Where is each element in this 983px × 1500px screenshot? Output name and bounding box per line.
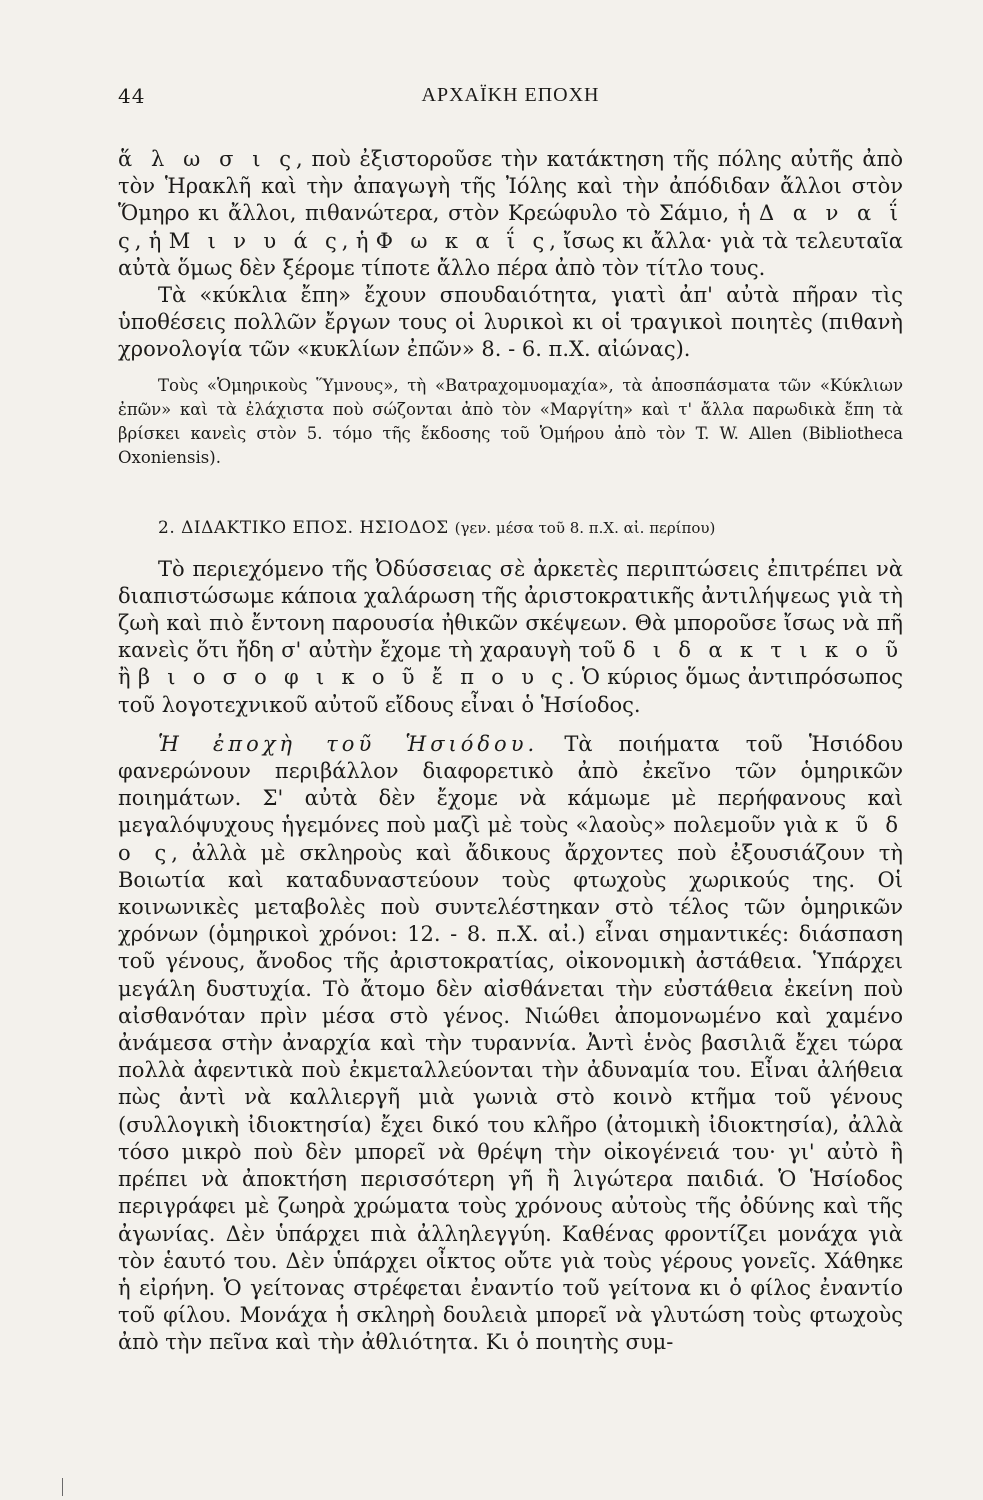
section-title: 2. ΔΙΔΑΚΤΙΚΟ ΕΠΟΣ. ΗΣΙΟΔΟΣ: [158, 517, 449, 538]
term-danais: Δ α ν α ΐ ς: [118, 201, 904, 253]
paragraph-4-text-b: , ἀλλὰ μὲ σκληροὺς καὶ ἄδικους ἄρχοντες ποὺ ἐξουσιάζουν τὴ Βοιωτία καὶ καταδυναστεύουν τοὺς φτωχοὺς χωρικούς της. Οἱ κοινωνικὲς μεταβολὲς ποὺ συντελέστηκαν στὸ τέλος τῶν ὁμηρικῶν χρόνων (ὁμηρικοὶ χρόνοι: 12. - 8. π.Χ. αἰ.) εἶναι σημαντικές: διάσπαση τοῦ γένους, ἄνοδος τῆς ἀριστοκρατίας, οἰκονομικὴ ἀστάθεια. Ὑπάρχει μεγάλη δυστυχία. Τὸ ἄτομο δὲν αἰσθάνεται τὴν εὐστάθεια ἐκείνη ποὺ αἰσθανόταν πρὶν μέσα στὸ γένος. Νιώθει ἀπομονωμένο καὶ χαμένο ἀνάμεσα στὴν ἀναρχία καὶ τὴν τυραννία. Ἀντὶ ἑνὸς βασιλιᾶ ἔχει τώρα πολλὰ ἀφεντικὰ ποὺ ἐκμεταλλεύονται τὴν ἀδυναμία του. Εἶναι ἀλήθεια πὼς ἀντὶ νὰ καλλιεργῆ μιὰ γωνιὰ στὸ κοινὸ κτῆμα τοῦ γένους (συλλογικὴ ἰδιοκτησία) ἔχει δικό του κλῆρο (ἀτομικὴ ἰδιοκτησία), ἀλλὰ τόσο μικρὸ ποὺ δὲν μπορεῖ νὰ θρέψη τὴν οἰκογένειά του· γι' αὐτὸ ἢ πρέπει νὰ ἀποκτήση περισσότερη γῆ ἢ λιγώτερα παιδιά. Ὁ Ἡσίοδος περιγράφει μὲ ζωηρὰ χρώματα τοὺς χρόνους αὐτοὺς τῆς ὀδύνης καὶ τῆς ἀγωνίας. Δὲν ὑπάρχει πιὰ ἀλληλεγγύη. Καθένας φροντίζει μονάχα γιὰ τὸν ἑαυτό του. Δὲν ὑπάρχει οἶκτος οὔτε γιὰ τοὺς γέρους γονεῖς. Χάθηκε ἡ εἰρήνη. Ὁ γείτονας στρέφεται ἐναντίο τοῦ γείτονα κι ὁ φίλος ἐναντίο τοῦ φίλου. Μονάχα ἡ σκληρὴ δουλειὰ μπορεῖ νὰ γλυτώση τοὺς φτωχοὺς ἀπὸ τὴν πεῖνα καὶ τὴν ἀθλιότητα. Κι ὁ ποιητὴς συμ-: [118, 840, 903, 1355]
scan-mark: [62, 1478, 63, 1496]
footnote: Τοὺς «Ὁμηρικοὺς Ὕμνους», τὴ «Βατραχομυομαχία», τὰ ἀποσπάσματα τῶν «Κύκλιων ἐπῶν» καὶ τὰ ἐλάχιστα ποὺ σώζονται ἀπὸ τὸν «Μαργίτη» καὶ τ' ἄλλα παρωδικὰ ἔπη τὰ βρίσκει κανεὶς στὸν 5. τόμο τῆς ἔκδοσης τοῦ Ὁμήρου ἀπὸ τὸν T. W. Allen (Bibliotheca Oxoniensis).: [118, 375, 903, 467]
page-number: 44: [118, 84, 146, 108]
paragraph-1-text-d: , ἴσως κι ἄλλα· γιὰ τὰ τελευταῖα αὐτὰ ὅμως δὲν ξέρομε τίποτε ἄλλο πέρα ἀπὸ τὸν τίτλο τους.: [118, 228, 903, 280]
paragraph-1-text-b: , ἡ: [134, 228, 169, 253]
term-phokais: Φ ω κ α ΐ ς: [375, 228, 550, 253]
paragraph-gap: [118, 719, 903, 731]
paragraph-3-text-b: ἢ: [118, 665, 138, 690]
term-kydos: κ ῦ δ ο ς: [118, 813, 903, 865]
paragraph-1-text-a: , ποὺ ἐξιστοροῦσε τὴν κατάκτηση τῆς πόλης αὐτῆς ἀπὸ τὸν Ἡρακλῆ καὶ τὴν ἀπαγωγὴ τῆς Ἰόλης καὶ τὴν ἀπόδιδαν ἄλλοι στὸν Ὅμηρο κι ἄλλοι, πιθανώτερα, στὸν Κρεώφυλο τὸ Σάμιο, ἡ: [118, 147, 903, 226]
section-dates: (γεν. μέσα τοῦ 8. π.Χ. αἰ. περίπου): [454, 518, 716, 537]
section-heading: [158, 518, 903, 538]
paragraph-3-text-c: . Ὁ κύριος ὅμως ἀντιπρόσωπος τοῦ λογοτεχνικοῦ αὐτοῦ εἴδους εἶναι ὁ Ἡσίοδος.: [118, 665, 903, 717]
paragraph-3: [118, 556, 903, 719]
paragraph-4-text-a: Τὰ ποιήματα τοῦ Ἡσιόδου φανερώνουν περιβάλλον διαφορετικὸ ἀπὸ ἐκεῖνο τῶν ὁμηρικῶν ποιημάτων. Σ' αὐτὰ δὲν ἔχομε νὰ κάμωμε μὲ περήφανους καὶ μεγαλόψυχους ἡγεμόνες ποὺ μαζὶ μὲ τοὺς «λαοὺς» πολεμοῦν γιὰ: [118, 731, 904, 838]
term-biosophikou-epous: β ι ο σ ο φ ι κ ο ῦ ἔ π ο υ ς: [137, 665, 568, 690]
term-minyas: Μ ι ν υ ά ς: [168, 228, 342, 253]
subheading-epoch-of-hesiod: Ἡ ἐποχὴ τοῦ Ἡσιόδου.: [158, 731, 539, 756]
paragraph-4: [118, 731, 903, 1357]
term-alosis: ἅ λ ω σ ι ς: [118, 147, 297, 171]
paragraph-2: Τὰ «κύκλια ἔπη» ἔχουν σπουδαιότητα, γιατὶ ἀπ' αὐτὰ πῆραν τὶς ὑποθέσεις πολλῶν ἔργων τους οἱ λυρικοὶ κι οἱ τραγικοὶ ποιητὲς (πιθανὴ χρονολογία τῶν «κυκλίων ἐπῶν» 8. - 6. π.Χ. αἰώνας).: [118, 283, 903, 362]
running-title: ΑΡΧΑΪΚΗ ΕΠΟΧΗ: [421, 84, 600, 106]
paragraph-1-text-c: , ἡ: [341, 228, 376, 253]
term-didaktikou: δ ι δ α κ τ ι κ ο ῦ: [622, 638, 903, 663]
paragraph-1: [118, 146, 903, 282]
paragraph-3-text-a: Τὸ περιεχόμενο τῆς Ὀδύσσειας σὲ ἀρκετὲς περιπτώσεις ἐπιτρέπει νὰ διαπιστώσωμε κάποια χαλάρωση τῆς ἀριστοκρατικῆς ἀντιλήψεως γιὰ τὴ ζωὴ καὶ πιὸ ἔντονη παρουσία ἠθικῶν σκέψεων. Θὰ μποροῦσε ἴσως νὰ πῆ κανεὶς ὅτι ἤδη σ' αὐτὴν ἔχομε τὴ χαραυγὴ τοῦ: [118, 556, 903, 663]
page-header: [118, 78, 903, 114]
